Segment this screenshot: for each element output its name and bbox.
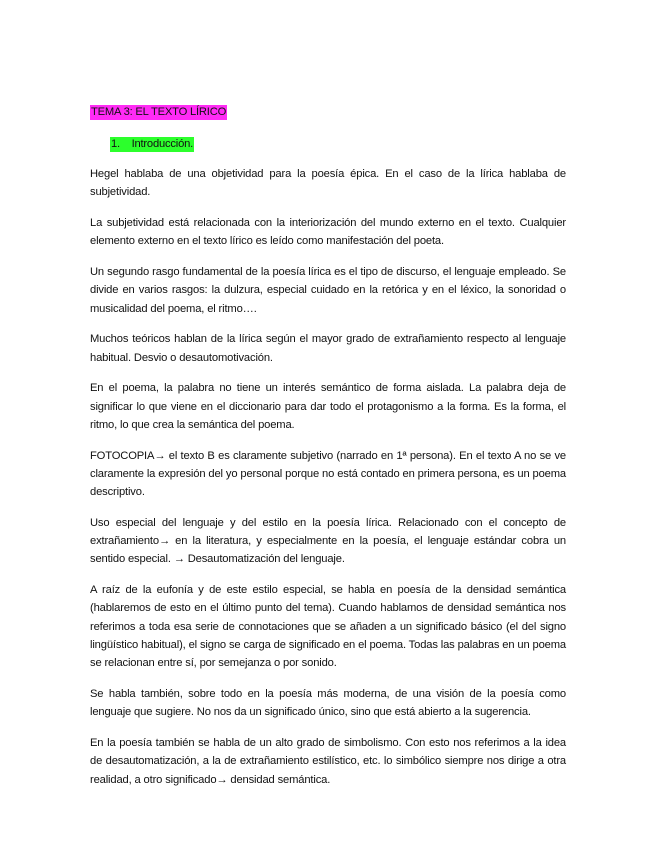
- paragraph: Se habla también, sobre todo en la poesía más moderna, de una visión de la poesía como lenguaje que sugiere. No nos da un significado único, sino que está abierto a la sugerencia.: [90, 687, 566, 719]
- paragraph: Hegel hablaba de una objetividad para la poesía épica. En el caso de la lírica hablaba de subjetividad.: [90, 168, 566, 199]
- paragraph: Uso especial del lenguaje y del estilo en la poesía lírica. Relacionado con el concepto de extrañamiento→ en la literatura, y especialmente en la poesía, el lenguaje estándar cobra un sentido especial. → Desautomatización del lenguaje.: [90, 516, 566, 566]
- title-line: [90, 102, 566, 122]
- document-title: TEMA 3: EL TEXTO LÍRICO: [91, 106, 227, 118]
- paragraph: En la poesía también se habla de un alto grado de simbolismo. Con esto nos referimos a la idea de desautomatización, a la de extrañamiento estilístico, etc. lo simbólico siempre nos dirige a otra realidad, a otro significado→ densidad semántica.: [90, 736, 566, 786]
- paragraph: La subjetividad está relacionada con la interiorización del mundo externo en el texto. Cualquier elemento externo en el texto lírico es leído como manifestación del poeta.: [90, 216, 566, 248]
- section-heading: 1. Introducción.: [111, 138, 194, 150]
- paragraph: FOTOCOPIA→ el texto B es claramente subjetivo (narrado en 1ª persona). En el texto A no se ve claramente la expresión del yo personal porque no está contado en primera persona, es un poema descriptivo.: [90, 449, 566, 499]
- section-heading-line: [110, 134, 566, 154]
- paragraph: Muchos teóricos hablan de la lírica según el mayor grado de extrañamiento respecto al lenguaje habitual. Desvio o desautomotivación.: [90, 333, 566, 364]
- paragraph: A raíz de la eufonía y de este estilo especial, se habla en poesía de la densidad semántica (hablaremos de esto en el último punto del tema). Cuando hablamos de densidad semántica nos referimos a toda esa serie de connotaciones que se añaden a un significado básico (el del signo lingüístico habitual), el signo se carga de significado en el poema. Todas las palabras en un poema se relacionan entre sí, por semejanza o por sonido.: [90, 584, 566, 670]
- paragraph: Un segundo rasgo fundamental de la poesía lírica es el tipo de discurso, el lenguaje empleado. Se divide en varios rasgos: la dulzura, especial cuidado en la retórica y en el léxico, la sonoridad o musicalidad del poema, el ritmo….: [90, 265, 566, 315]
- paragraph: En el poema, la palabra no tiene un interés semántico de forma aislada. La palabra deja de significar lo que viene en el diccionario para dar todo el protagonismo a la forma. Es la forma, el ritmo, lo que crea la semántica del poema.: [90, 382, 566, 431]
